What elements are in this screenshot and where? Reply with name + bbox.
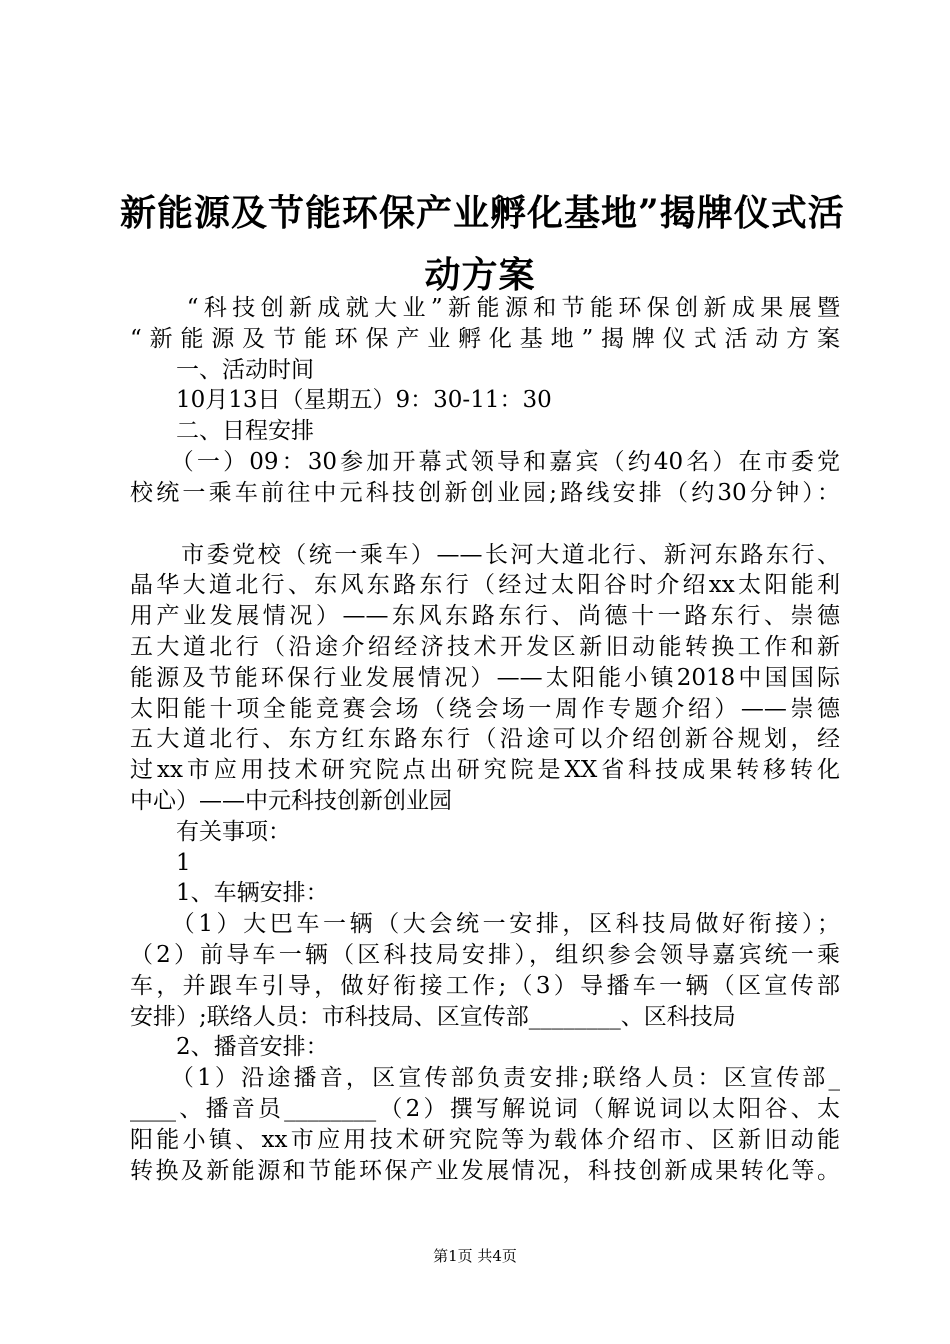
body-line: （一）09：30参加开幕式领导和嘉宾（约40名）在市委党 <box>130 448 840 475</box>
body-line: 过xx市应用技术研究院点出研究院是XX省科技成果转移转化 <box>130 757 840 784</box>
document-body <box>130 293 840 1186</box>
page-footer: 第1页 共4页 <box>433 1247 517 1265</box>
body-line: ____、播音员________（2）撰写解说词（解说词以太阳谷、太 <box>130 1095 840 1122</box>
body-line: （2）前导车一辆（区科技局安排），组织参会领导嘉宾统一乘 <box>130 941 840 968</box>
section-heading: 一、活动时间 <box>130 356 314 383</box>
body-line: 用产业发展情况）——东风东路东行、尚德十一路东行、崇德 <box>130 603 840 630</box>
body-line: 晶华大道北行、东风东路东行（经过太阳谷时介绍xx太阳能利 <box>130 572 840 599</box>
body-line: （1）沿途播音，区宣传部负责安排;联络人员：区宣传部_ <box>130 1065 840 1092</box>
section-heading: 二、日程安排 <box>130 418 314 445</box>
body-line: 阳能小镇、xx市应用技术研究院等为载体介绍市、区新旧动能 <box>130 1126 840 1153</box>
body-line: “科技创新成就大业”新能源和节能环保创新成果展暨 <box>130 295 840 321</box>
blank-line <box>130 509 840 540</box>
document-title-line-1: 新能源及节能环保产业孵化基地”揭牌仪式活 <box>120 192 845 234</box>
body-line: “新能源及节能环保产业孵化基地”揭牌仪式活动方案 <box>130 325 840 352</box>
body-line: 能源及节能环保行业发展情况）——太阳能小镇2018中国国际 <box>130 664 840 691</box>
body-line: 转换及新能源和节能环保产业发展情况，科技创新成果转化等。 <box>130 1157 840 1184</box>
section-heading: 2、播音安排： <box>130 1034 329 1061</box>
body-line: 10月13日（星期五）9：30-11：30 <box>130 387 552 414</box>
body-line: 车，并跟车引导，做好衔接工作;（3）导播车一辆（区宣传部 <box>130 972 840 999</box>
body-line: （1）大巴车一辆（大会统一安排，区科技局做好衔接）； <box>130 911 840 938</box>
document-title-line-2: 动方案 <box>424 254 536 296</box>
body-line: 五大道北行、东方红东路东行（沿途可以介绍创新谷规划，经 <box>130 726 840 753</box>
body-line: 1 <box>130 849 191 876</box>
section-heading: 1、车辆安排： <box>130 880 329 907</box>
body-line: 校统一乘车前往中元科技创新创业园;路线安排（约30分钟）： <box>130 479 840 506</box>
body-line: 中心）——中元科技创新创业园 <box>130 787 452 814</box>
body-line: 市委党校（统一乘车）——长河大道北行、新河东路东行、 <box>130 541 840 568</box>
body-line: 太阳能十项全能竞赛会场（绕会场一周作专题介绍）——崇德 <box>130 695 840 722</box>
body-line: 五大道北行（沿途介绍经济技术开发区新旧动能转换工作和新 <box>130 633 840 660</box>
body-line: 有关事项： <box>130 818 291 845</box>
body-line: 安排）;联络人员：市科技局、区宣传部________、区科技局 <box>130 1003 736 1030</box>
